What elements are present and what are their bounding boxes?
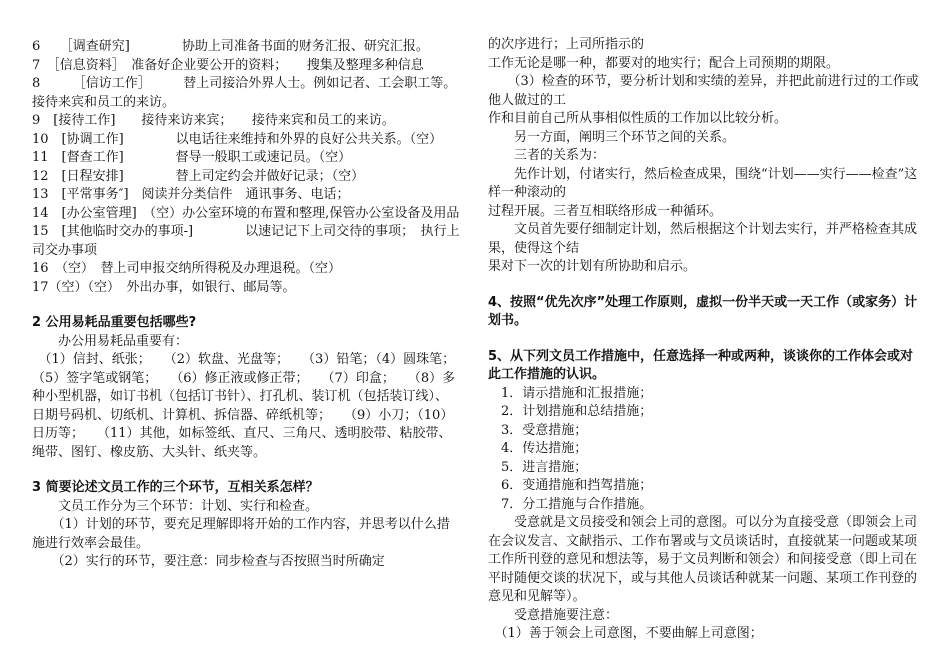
right-column (488, 36, 920, 644)
left-column (32, 38, 460, 572)
paragraph: 办公用易耗品重要有： (32, 333, 189, 349)
question-heading: 5、从下列文员工作措施中，任意选择一种或两种，谈谈你的工作体会或对此工作措施的认识。 (488, 348, 914, 382)
paragraph: 16 （空） 替上司申报交纳所得税及办理退税。（空） (32, 261, 342, 276)
paragraph: 果对下一次的计划有所协助和启示。 (488, 259, 697, 274)
paragraph: 12 [日程安排] 替上司定约会并做好记录；（空） (32, 168, 365, 184)
paragraph: 另一方面，阐明三个环节之间的关系。 (488, 129, 736, 145)
paragraph: 5．进言措施； (488, 459, 588, 475)
paragraph: 2．计划措施和总结措施； (488, 404, 653, 419)
paragraph: 受意就是文员接受和领会上司的意图。可以分为直接受意（即领会上司在会议发言、文献指示、工作布署或与文员谈话时，直接就某一问题或某项工作所刊登的意见和想法等，易于文员判断和领会）和间接受意（即上司在平时随便交谈的状况下，或与其他人员谈话种就某一问题、某项工作刊登的意见和见解等）。 (488, 515, 918, 604)
paragraph: 9 [接待工作] 接待来访来宾； 接待来宾和员工的来访。 (32, 113, 395, 128)
paragraph: 7．分工措施与合作措施。 (488, 496, 653, 512)
question-heading: 4、按照“优先次序”处理工作原则，虚拟一份半天或一天工作（或家务）计划书。 (488, 294, 918, 328)
paragraph: 受意措施要注意： (488, 607, 619, 623)
paragraph: 先作计划，付诸实行，然后检查成果，围绕“计划——实行——检查”这样一种滚动的 (488, 166, 918, 200)
paragraph: 文员首先要仔细制定计划，然后根据这个计划去实行，并严格检查其成果，使得这个结 (488, 222, 918, 256)
paragraph: 14 [办公室管理] （空）办公室环境的布置和整理,保管办公室设备及用品 (32, 205, 460, 221)
paragraph: 工作无论是哪一种，都要对的地实行；配合上司预期的期限。 (488, 55, 840, 71)
paragraph: 11 [督查工作] 督导一般职工或速记员。（空） (32, 150, 352, 165)
paragraph: 17（空）（空） 外出办事，如银行、邮局等。 (32, 279, 296, 295)
paragraph: （2）实行的环节，要注意：同步检查与否按照当时所确定 (32, 554, 385, 569)
paragraph: 作和目前自己所从事相似性质的工作加以比较分析。 (488, 111, 788, 126)
paragraph: （1）计划的环节，要充足理解即将开始的工作内容，并思考以什么措施进行效率会最佳。 (32, 517, 450, 551)
paragraph: 的次序进行；上司所指示的 (488, 37, 645, 52)
paragraph: 三者的关系为： (488, 148, 606, 163)
question-heading: 3 简要论述文员工作的三个环节，互相关系怎样？ (32, 480, 319, 495)
paragraph: （1）信封、纸张； （2）软盘、光盘等； （3）铅笔；（4）圆珠笔； （5）签字笔或钢笔； （6）修正液或修正带； （7）印盒； （8）多种小型机器，如订书机（包括订书针）、打孔机、装订机（包括装订线）、日期号码机、切纸机、计算机、拆信器、碎纸机等； （9）小刀；（10）日历等； （11）其他，如标签纸、直尺、三角尺、透明胶带、粘胶带、绳带、图钉、橡皮筋、大头针、纸夹等。 (32, 352, 462, 460)
paragraph: （1）善于领会上司意图，不要曲解上司意图； (488, 626, 763, 641)
paragraph: 过程开展。三者互相联络形成一种循环。 (488, 203, 723, 219)
question-heading: 2 公用易耗品重要包括哪些? (32, 315, 197, 330)
paragraph: 10 [协调工作] 以电话往来维持和外界的良好公共关系。（空） (32, 131, 443, 147)
paragraph: 7 ［信息资料］ 准备好企业要公开的资料； 搜集及整理多种信息 (32, 57, 424, 73)
paragraph: 8 ［信访工作］ 替上司接洽外界人士。例如记者、工会职工等。接待来宾和员工的来访。 (32, 76, 457, 110)
paragraph: （3）检查的环节，要分析计划和实绩的差异，并把此前进行过的工作或他人做过的工 (488, 74, 919, 108)
paragraph: 15 [其他临时交办的事项-] 以速记记下上司交待的事项； 执行上司交办事项 (32, 224, 460, 258)
paragraph: 13 [平常事务″] 阅读并分类信件 通讯事务、电话； (32, 187, 350, 202)
paragraph: 4．传达措施； (488, 441, 588, 456)
paragraph: 6．变通措施和挡驾措施； (488, 478, 653, 493)
paragraph: 3．受意措施； (488, 422, 588, 438)
paragraph: 6 ［调查研究] 协助上司准备书面的财务汇报、研究汇报。 (32, 39, 429, 54)
paragraph: 文员工作分为三个环节：计划、实行和检查。 (32, 498, 319, 514)
paragraph: 1．请示措施和汇报措施； (488, 385, 653, 401)
